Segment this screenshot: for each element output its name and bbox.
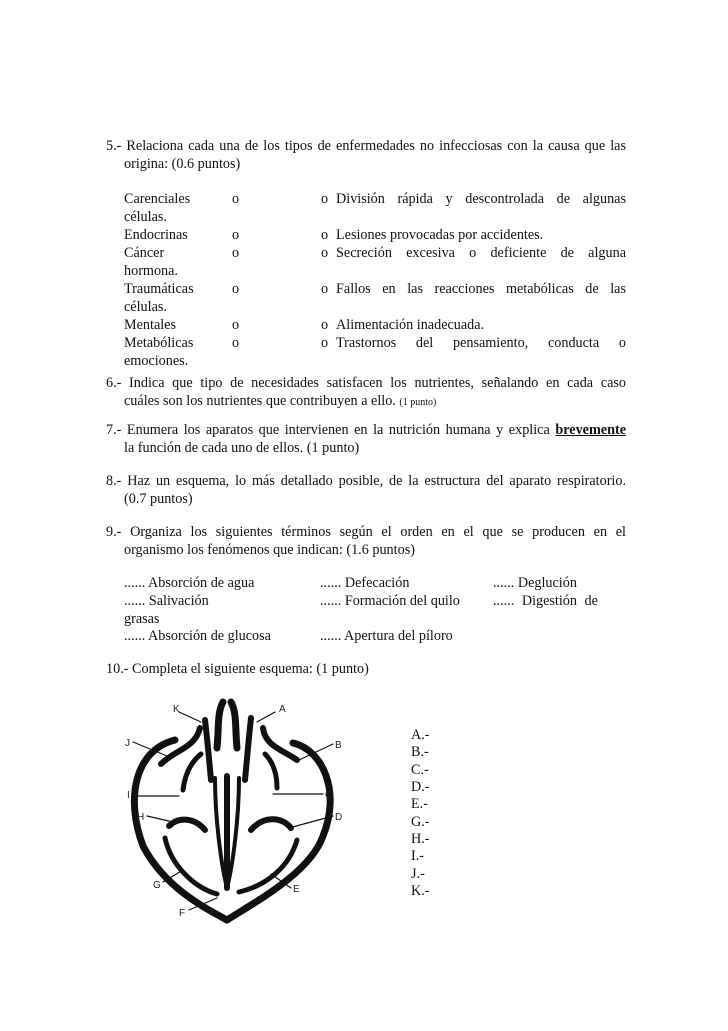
question-7 bbox=[106, 421, 626, 457]
diagram-label: E bbox=[293, 884, 300, 895]
answer-line: H.- bbox=[411, 831, 430, 847]
q5-row-left: Traumáticas bbox=[124, 281, 194, 297]
q5-row-left: Carenciales bbox=[124, 191, 191, 207]
q5-row bbox=[124, 316, 626, 334]
diagram-label: K bbox=[173, 704, 180, 715]
question-8 bbox=[106, 472, 626, 508]
q5-row-right: División rápida y descontrolada de algunas bbox=[336, 191, 626, 207]
q8-line2: (0.7 puntos) bbox=[124, 491, 193, 507]
q5-row-wrap: emociones. bbox=[124, 353, 189, 369]
q9-term: ...... Deglución bbox=[493, 575, 577, 591]
q5-row bbox=[124, 244, 626, 262]
q5-row-left-bullet: o bbox=[232, 281, 240, 297]
q5-line2: origina: (0.6 puntos) bbox=[124, 156, 241, 172]
answer-line: J.- bbox=[411, 866, 425, 882]
q7-line1-text: 7.- Enumera los aparatos que intervienen en la nutrición humana y explica bbox=[106, 422, 550, 438]
q5-row bbox=[124, 334, 626, 352]
answer-line: I.- bbox=[411, 848, 424, 864]
q5-row-wrap: células. bbox=[124, 299, 167, 315]
answer-line: A.- bbox=[411, 727, 430, 743]
diagram-label: H bbox=[137, 812, 145, 823]
q10-title: 10.- Completa el siguiente esquema: (1 punto) bbox=[106, 661, 369, 677]
question-6 bbox=[106, 374, 626, 412]
q5-row bbox=[124, 280, 626, 298]
diagram-label: I bbox=[127, 790, 130, 801]
q6-line2: cuáles son los nutrientes que contribuyen a ello. bbox=[124, 393, 396, 409]
q5-row-right-bullet: o bbox=[321, 335, 329, 351]
answer-line: B.- bbox=[411, 744, 429, 760]
q9-line2: organismo los fenómenos que indican: (1.6 puntos) bbox=[124, 542, 415, 558]
q5-row-right: Secreción excesiva o deficiente de alguna bbox=[336, 245, 626, 261]
q5-row-left-bullet: o bbox=[232, 245, 240, 261]
q5-row-left-bullet: o bbox=[232, 317, 240, 333]
q5-row-right-bullet: o bbox=[321, 317, 329, 333]
q9-term: ...... Defecación bbox=[320, 575, 410, 591]
q9-term: ...... Formación del quilo bbox=[320, 593, 460, 609]
question-5 bbox=[106, 137, 626, 173]
q5-row-right-bullet: o bbox=[321, 245, 329, 261]
diagram-label: D bbox=[335, 812, 343, 823]
q5-row-right: Alimentación inadecuada. bbox=[336, 317, 485, 333]
q5-row-left-bullet: o bbox=[232, 227, 240, 243]
q9-line1: 9.- Organiza los siguientes términos según el orden en el que se producen en el bbox=[106, 524, 626, 540]
q7-line2: la función de cada uno de ellos. (1 punto) bbox=[124, 440, 360, 456]
q6-points: (1 punto) bbox=[399, 397, 437, 408]
answer-line: E.- bbox=[411, 796, 428, 812]
answer-line: G.- bbox=[411, 814, 430, 830]
q9-term: ...... Absorción de agua bbox=[124, 575, 255, 591]
q5-row-right: Trastornos del pensamiento, conducta o bbox=[336, 335, 626, 351]
q5-row-left-bullet: o bbox=[232, 335, 240, 351]
q5-row-wrap: células. bbox=[124, 209, 167, 225]
q5-row-right: Fallos en las reacciones metabólicas de las bbox=[336, 281, 626, 297]
q7-emphasis: brevemente bbox=[555, 422, 627, 438]
diagram-label: A bbox=[279, 704, 286, 715]
q5-row-left: Endocrinas bbox=[124, 227, 188, 243]
diagram-label: C bbox=[325, 790, 333, 801]
diagram-label: F bbox=[179, 908, 186, 919]
q5-row bbox=[124, 226, 626, 244]
q5-row-right-bullet: o bbox=[321, 281, 329, 297]
q6-line1: 6.- Indica que tipo de necesidades satisfacen los nutrientes, señalando en cada caso bbox=[106, 375, 626, 391]
q9-term: ...... Absorción de glucosa bbox=[124, 628, 271, 644]
diagram-label: J bbox=[125, 738, 130, 749]
q9-term: ...... Salivación bbox=[124, 593, 209, 609]
q9-term: ...... Apertura del píloro bbox=[320, 628, 453, 644]
q5-row-left: Cáncer bbox=[124, 245, 165, 261]
q5-line1: 5.- Relaciona cada una de los tipos de enfermedades no infecciosas con la causa que las bbox=[106, 138, 626, 154]
answer-line: C.- bbox=[411, 762, 429, 778]
heart-diagram bbox=[105, 688, 369, 930]
q5-row-wrap: hormona. bbox=[124, 263, 178, 279]
q9-term: ...... Digestión de bbox=[493, 593, 598, 609]
question-9 bbox=[106, 523, 626, 559]
q5-row-right-bullet: o bbox=[321, 191, 329, 207]
diagram-label: B bbox=[335, 740, 342, 751]
q5-row bbox=[124, 190, 626, 208]
q5-row-right: Lesiones provocadas por accidentes. bbox=[336, 227, 544, 243]
diagram-label: G bbox=[153, 880, 161, 891]
answer-line: D.- bbox=[411, 779, 430, 795]
q7-line1 bbox=[106, 421, 626, 439]
q5-row-left-bullet: o bbox=[232, 191, 240, 207]
q5-row-left: Mentales bbox=[124, 317, 177, 333]
q8-line1: 8.- Haz un esquema, lo más detallado posible, de la estructura del aparato respiratorio. bbox=[106, 473, 626, 489]
q5-row-right-bullet: o bbox=[321, 227, 329, 243]
answer-line: K.- bbox=[411, 883, 430, 899]
q9-term: grasas bbox=[124, 611, 160, 627]
q5-row-left: Metabólicas bbox=[124, 335, 194, 351]
